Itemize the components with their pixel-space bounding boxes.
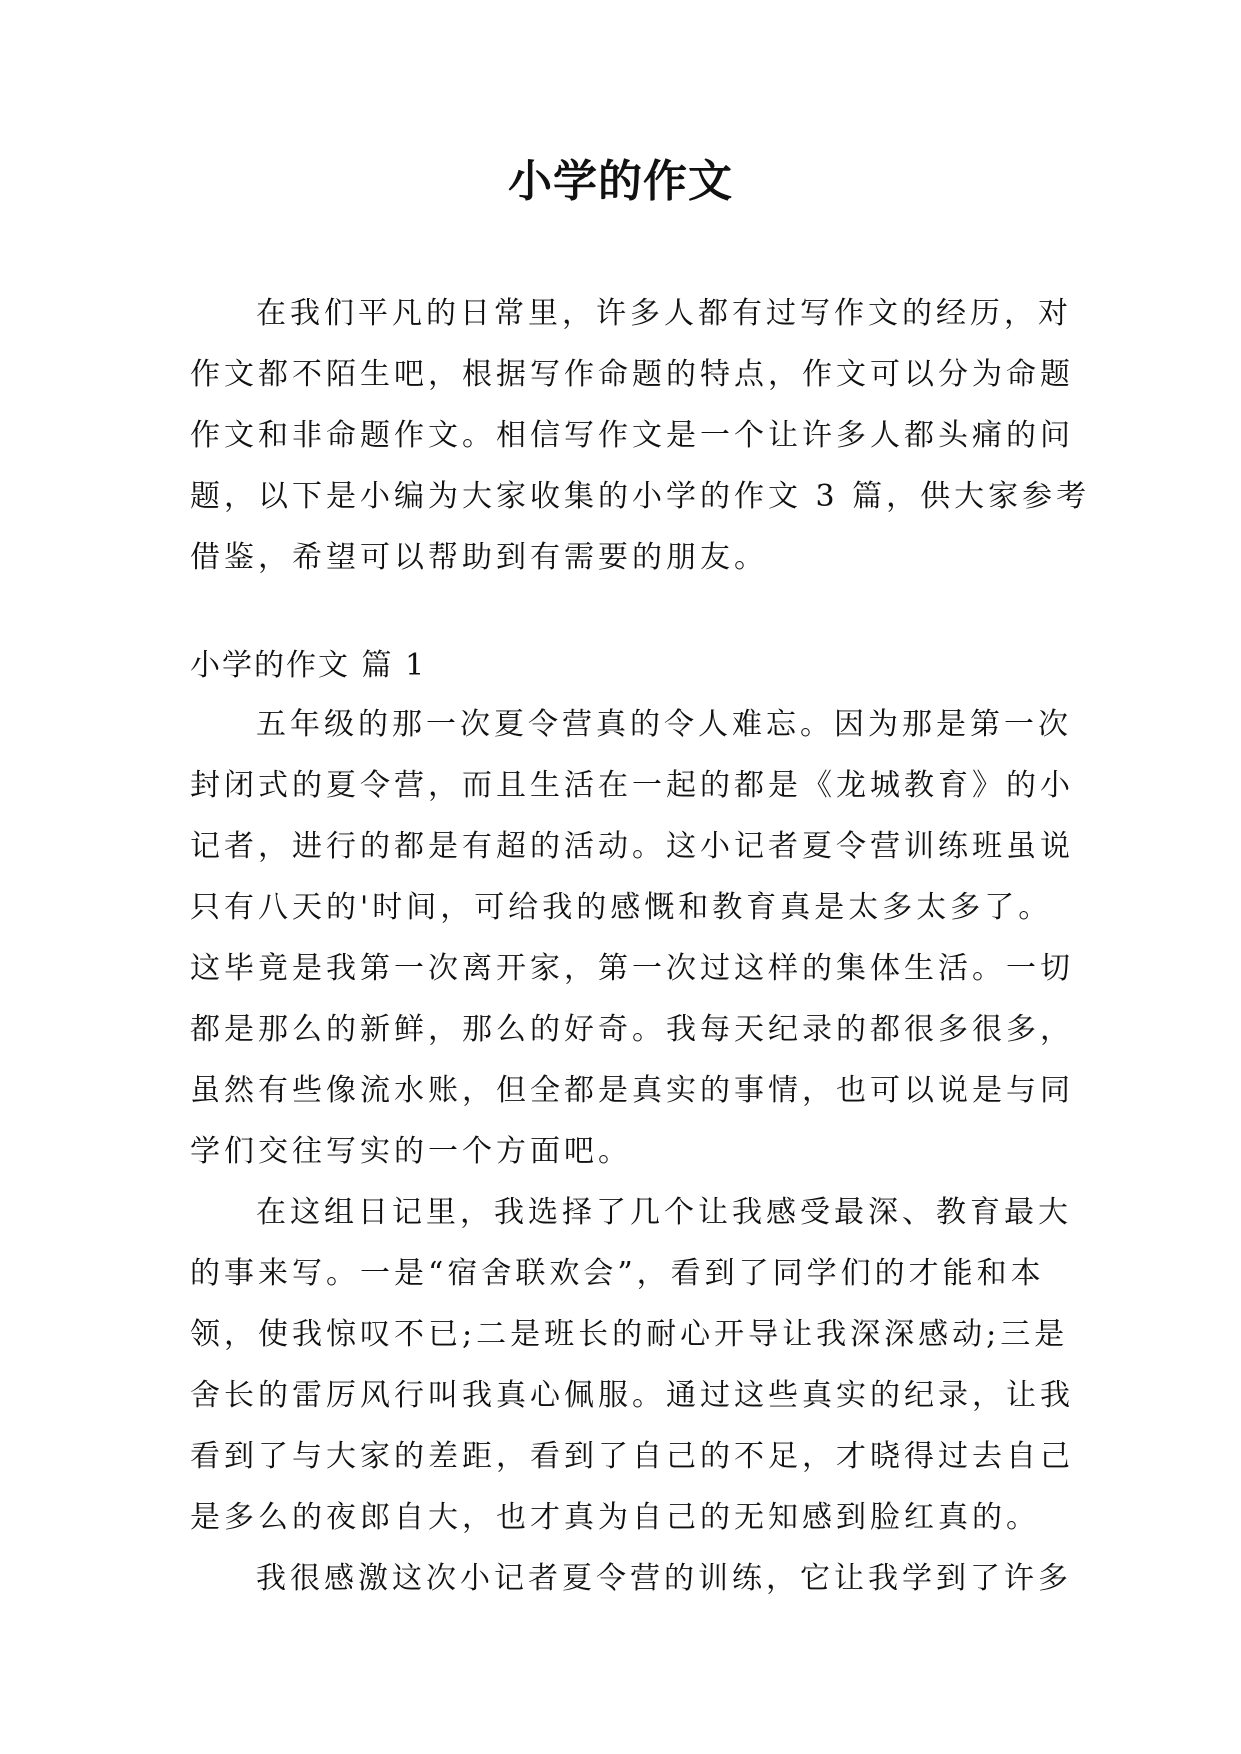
paragraph-line: 都是那么的新鲜，那么的好奇。我每天纪录的都很多很多， — [190, 1012, 1074, 1047]
paragraph-line: 在这组日记里，我选择了几个让我感受最深、教育最大 — [256, 1195, 1072, 1230]
paragraph-line: 只有八天的'时间，可给我的感慨和教育真是太多太多了。 — [190, 890, 1053, 925]
intro-line: 题，以下是小编为大家收集的小学的作文 3 篇，供大家参考 — [190, 479, 1091, 514]
paragraph-line: 五年级的那一次夏令营真的令人难忘。因为那是第一次 — [256, 707, 1072, 742]
paragraph-line: 这毕竟是我第一次离开家，第一次过这样的集体生活。一切 — [190, 951, 1074, 986]
paragraph-line: 的事来写。一是“宿舍联欢会”，看到了同学们的才能和本 — [190, 1256, 1045, 1291]
paragraph-line: 看到了与大家的差距，看到了自己的不足，才晓得过去自己 — [190, 1439, 1074, 1474]
intro-line: 作文都不陌生吧，根据写作命题的特点，作文可以分为命题 — [190, 357, 1074, 392]
paragraph-line: 封闭式的夏令营，而且生活在一起的都是《龙城教育》的小 — [190, 768, 1074, 803]
paragraph-line: 虽然有些像流水账，但全都是真实的事情，也可以说是与同 — [190, 1073, 1074, 1108]
intro-line: 在我们平凡的日常里，许多人都有过写作文的经历，对 — [256, 296, 1072, 331]
paragraph-line: 舍长的雷厉风行叫我真心佩服。通过这些真实的纪录，让我 — [190, 1378, 1074, 1413]
section-heading: 小学的作文 篇 1 — [190, 648, 427, 683]
document-title: 小学的作文 — [508, 156, 733, 207]
paragraph-line: 是多么的夜郎自大，也才真为自己的无知感到脸红真的。 — [190, 1500, 1040, 1535]
intro-line: 作文和非命题作文。相信写作文是一个让许多人都头痛的问 — [190, 418, 1074, 453]
paragraph-line: 我很感激这次小记者夏令营的训练，它让我学到了许多 — [256, 1561, 1072, 1596]
paragraph-line: 学们交往写实的一个方面吧。 — [190, 1134, 632, 1169]
paragraph-line: 记者，进行的都是有超的活动。这小记者夏令营训练班虽说 — [190, 829, 1074, 864]
paragraph-line: 领，使我惊叹不已;二是班长的耐心开导让我深深感动;三是 — [190, 1317, 1069, 1352]
intro-line: 借鉴，希望可以帮助到有需要的朋友。 — [190, 540, 768, 575]
